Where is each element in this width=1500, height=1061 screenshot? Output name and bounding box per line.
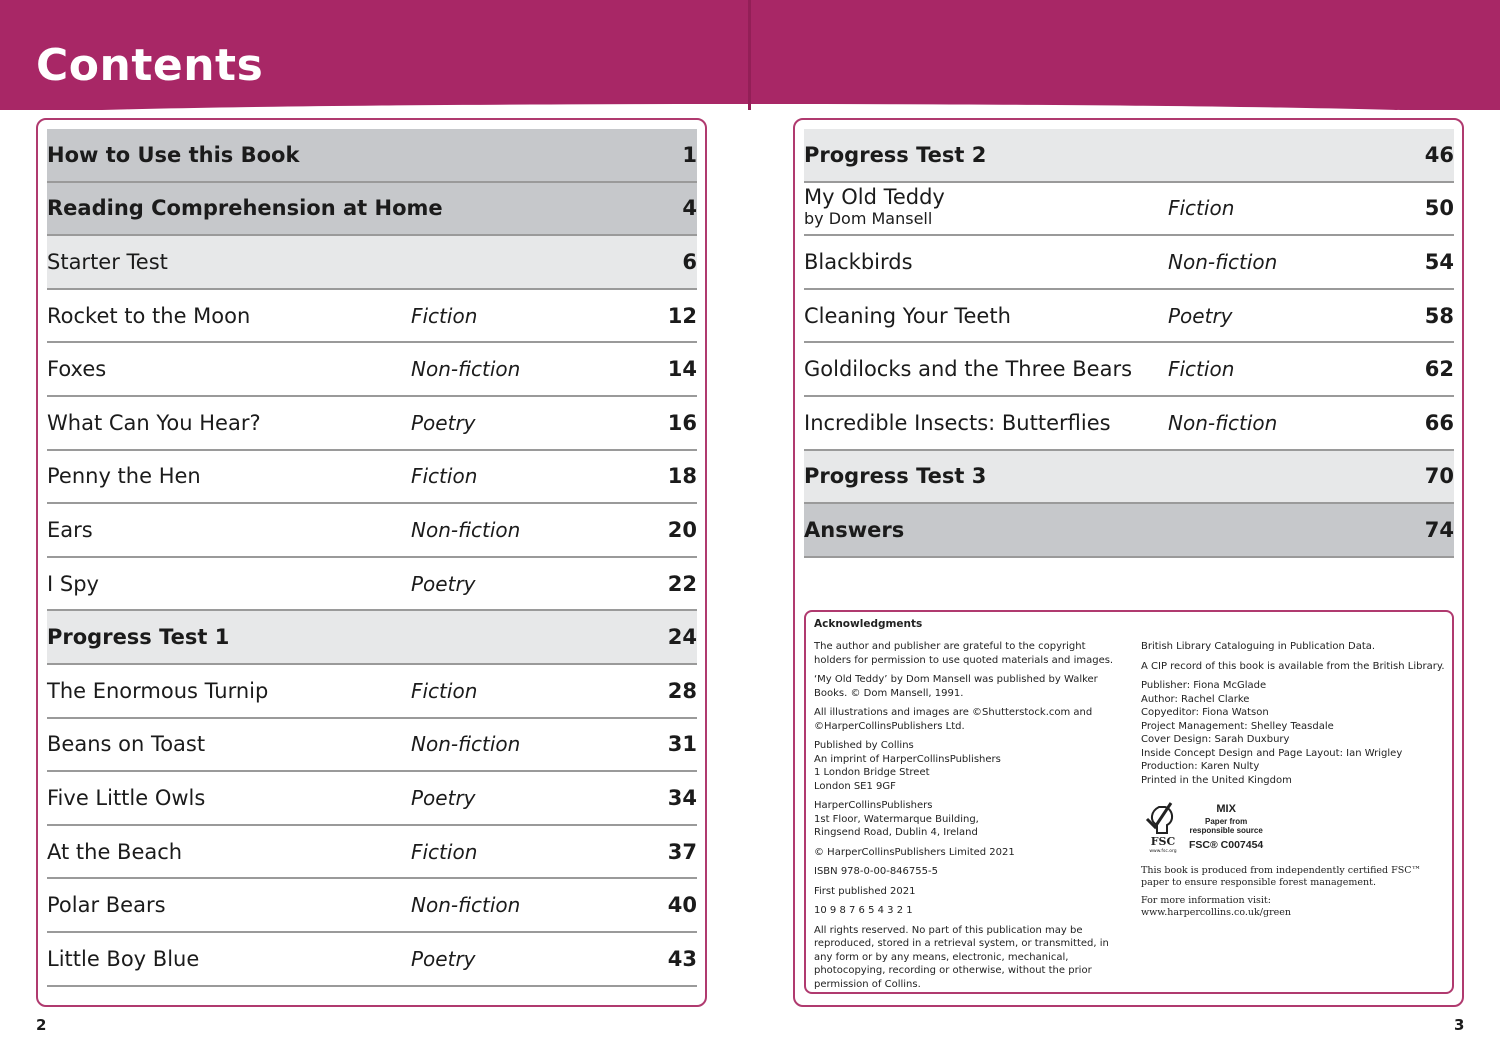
entry-title-text: Progress Test 3 <box>804 464 987 489</box>
entry-title <box>804 143 986 167</box>
entry-genre: Fiction <box>1168 196 1235 221</box>
entry-title <box>47 304 250 328</box>
entry-genre: Non-fiction <box>411 357 521 382</box>
acknowledgment-paragraph: ‘My Old Teddy’ by Dom Mansell was published by Walker Books. © Dom Mansell, 1991. <box>814 674 1098 699</box>
fsc-note: This book is produced from independently certified FSC™ paper to ensure responsible forest management. <box>1141 865 1422 888</box>
contents-row <box>47 772 697 826</box>
entry-page-number: 74 <box>1424 517 1454 542</box>
entry-page-number: 58 <box>1424 303 1454 328</box>
entry-genre: Fiction <box>411 678 478 703</box>
acknowledgment-paragraph: All illustrations and images are ©Shutterstock.com and ©HarperCollinsPublishers Ltd. <box>814 707 1093 732</box>
entry-title-text: How to Use this Book <box>47 142 300 167</box>
entry-title-text: Goldilocks and the Three Bears <box>804 357 1133 382</box>
acknowledgment-paragraph: Published by Collins An imprint of HarperCollinsPublishers 1 London Bridge Street London SE1 9GF <box>814 740 1001 792</box>
contents-list-left <box>47 129 697 987</box>
entry-title <box>804 304 1011 328</box>
entry-page-number: 50 <box>1424 196 1454 221</box>
page-spine <box>748 0 751 110</box>
entry-genre: Non-fiction <box>1168 249 1278 274</box>
entry-genre: Poetry <box>411 946 476 971</box>
entry-genre: Poetry <box>411 410 476 435</box>
entry-title-text: Foxes <box>47 357 107 382</box>
contents-row <box>47 611 697 665</box>
entry-title-text: Progress Test 1 <box>47 625 230 650</box>
entry-genre: Fiction <box>411 303 478 328</box>
fsc-code: FSC® C007454 <box>1189 838 1264 851</box>
contents-row <box>804 397 1454 451</box>
entry-page-number: 40 <box>667 893 697 918</box>
entry-title-text: Rocket to the Moon <box>47 303 251 328</box>
acknowledgments-box <box>804 610 1454 994</box>
entry-genre: Non-fiction <box>411 893 521 918</box>
entry-title-text: Answers <box>804 517 905 542</box>
contents-row <box>47 558 697 612</box>
contents-row <box>47 236 697 290</box>
entry-title-text: Penny the Hen <box>47 464 201 489</box>
entry-page-number: 70 <box>1424 464 1454 489</box>
acknowledgment-paragraph: HarperCollinsPublishers 1st Floor, Watermarque Building, Ringsend Road, Dublin 4, Ireland <box>814 800 979 838</box>
entry-title-text: Blackbirds <box>804 249 913 274</box>
entry-title-text: Ears <box>47 517 93 542</box>
contents-row <box>47 343 697 397</box>
acknowledgment-paragraph: A CIP record of this book is available from the British Library. <box>1141 660 1445 672</box>
entry-page-number: 24 <box>667 625 697 650</box>
entry-byline: by Dom Mansell <box>804 209 933 229</box>
more-info: For more information visit: www.harpercollins.co.uk/green <box>1141 895 1291 918</box>
fsc-mix: MIX <box>1216 803 1236 815</box>
fsc-paper-from: Paper from <box>1205 816 1248 826</box>
entry-title-text: My Old Teddy <box>804 185 945 210</box>
acknowledgments-right-column <box>1141 640 1451 925</box>
entry-genre: Fiction <box>411 839 478 864</box>
contents-row <box>47 451 697 505</box>
page-number-right: 3 <box>1454 1016 1465 1034</box>
contents-row <box>47 504 697 558</box>
entry-title <box>47 786 205 810</box>
entry-title <box>47 625 229 649</box>
fsc-site: www.fsc.org <box>1149 849 1177 853</box>
entry-genre: Poetry <box>1168 303 1233 328</box>
entry-title-text: Little Boy Blue <box>47 946 200 971</box>
contents-row <box>47 665 697 719</box>
acknowledgment-paragraph: British Library Cataloguing in Publication Data. <box>1141 641 1376 652</box>
contents-row <box>47 933 697 987</box>
contents-row <box>47 290 697 344</box>
entry-title-text: Reading Comprehension at Home <box>47 196 443 221</box>
entry-genre: Fiction <box>1168 357 1235 382</box>
entry-title-text: Starter Test <box>47 249 168 274</box>
acknowledgment-paragraph: The author and publisher are grateful to the copyright holders for permission to use quoted materials and images. <box>814 641 1114 666</box>
contents-row <box>47 397 697 451</box>
entry-genre: Non-fiction <box>411 517 521 542</box>
page-title: Contents <box>36 40 264 91</box>
entry-title <box>47 518 93 542</box>
entry-title <box>47 840 182 864</box>
acknowledgments-left-column <box>814 640 1124 997</box>
contents-row <box>47 719 697 773</box>
contents-row <box>804 129 1454 183</box>
entry-page-number: 16 <box>667 410 697 435</box>
entry-genre: Poetry <box>411 785 476 810</box>
entry-page-number: 12 <box>667 303 697 328</box>
entry-title <box>47 572 99 596</box>
entry-page-number: 54 <box>1424 249 1454 274</box>
contents-row <box>47 879 697 933</box>
acknowledgment-paragraph: All rights reserved. No part of this publication may be reproduced, stored in a retrieval system, or transmitted, in any form or by any means, electronic, mechanical, photocopying, recording or otherwise, without the prior permission of Collins. <box>814 924 1109 990</box>
contents-row <box>804 183 1454 237</box>
acknowledgment-paragraph: © HarperCollinsPublishers Limited 2021 <box>814 846 1015 858</box>
entry-title <box>47 893 166 917</box>
entry-title-text: The Enormous Turnip <box>47 678 269 703</box>
entry-title <box>804 518 904 542</box>
acknowledgment-paragraph: Publisher: Fiona McGlade Author: Rachel Clarke Copyeditor: Fiona Watson Project Management: Shelley Teasdale Cover Design: Sarah Duxbury Inside Concept Design and Page Layout: Ian Wrigley Production: Karen Nulty Printed in the United Kingdom <box>1141 680 1403 786</box>
entry-page-number: 18 <box>667 464 697 489</box>
fsc-tree-checkmark-icon <box>1141 797 1185 853</box>
entry-page-number: 66 <box>1424 410 1454 435</box>
entry-title-text: I Spy <box>47 571 99 596</box>
page-number-left: 2 <box>36 1016 47 1034</box>
acknowledgment-paragraph: First published 2021 <box>814 885 916 897</box>
entry-title <box>804 250 913 274</box>
entry-page-number: 14 <box>667 357 697 382</box>
entry-page-number: 22 <box>667 571 697 596</box>
entry-page-number: 46 <box>1424 142 1454 167</box>
entry-title <box>47 732 205 756</box>
entry-title-text: Beans on Toast <box>47 732 206 757</box>
acknowledgment-paragraph: ISBN 978-0-00-846755-5 <box>814 866 938 877</box>
entry-page-number: 31 <box>667 732 697 757</box>
entry-title <box>47 143 299 167</box>
entry-title-text: Incredible Insects: Butterflies <box>804 410 1111 435</box>
entry-page-number: 1 <box>682 142 697 167</box>
entry-genre: Non-fiction <box>411 732 521 757</box>
entry-title <box>47 464 201 488</box>
entry-page-number: 37 <box>667 839 697 864</box>
entry-page-number: 28 <box>667 678 697 703</box>
entry-title-text: Polar Bears <box>47 893 166 918</box>
entry-page-number: 20 <box>667 517 697 542</box>
contents-row <box>47 826 697 880</box>
contents-row <box>47 129 697 183</box>
entry-title <box>804 411 1111 435</box>
entry-page-number: 6 <box>682 249 697 274</box>
entry-page-number: 34 <box>667 785 697 810</box>
entry-title-text: Cleaning Your Teeth <box>804 303 1011 328</box>
entry-title <box>47 947 199 971</box>
entry-title-text: Progress Test 2 <box>804 142 987 167</box>
entry-title <box>47 196 443 220</box>
contents-row <box>804 290 1454 344</box>
entry-title <box>47 250 168 274</box>
contents-row <box>804 451 1454 505</box>
entry-genre: Fiction <box>411 464 478 489</box>
entry-title-text: What Can You Hear? <box>47 410 261 435</box>
entry-title-text: Five Little Owls <box>47 785 206 810</box>
entry-page-number: 4 <box>682 196 697 221</box>
entry-title <box>47 357 106 381</box>
fsc-responsible: responsible source <box>1189 825 1263 835</box>
entry-title <box>47 411 261 435</box>
acknowledgment-paragraph: 10 9 8 7 6 5 4 3 2 1 <box>814 905 913 916</box>
entry-genre: Poetry <box>411 571 476 596</box>
contents-row <box>47 183 697 237</box>
contents-row <box>804 343 1454 397</box>
contents-row <box>804 236 1454 290</box>
entry-title <box>804 186 945 230</box>
contents-row <box>804 504 1454 558</box>
entry-page-number: 43 <box>667 946 697 971</box>
publication-details <box>1141 640 1451 787</box>
acknowledgments-heading: Acknowledgments <box>814 618 923 630</box>
fsc-label <box>1141 797 1451 859</box>
contents-list-right <box>804 129 1454 558</box>
entry-page-number: 62 <box>1424 357 1454 382</box>
fsc-mark: FSC <box>1150 835 1176 848</box>
fsc-text-block <box>1189 803 1263 852</box>
entry-genre: Non-fiction <box>1168 410 1278 435</box>
entry-title <box>804 357 1132 381</box>
entry-title <box>804 464 986 488</box>
entry-title-text: At the Beach <box>47 839 183 864</box>
entry-title <box>47 679 268 703</box>
